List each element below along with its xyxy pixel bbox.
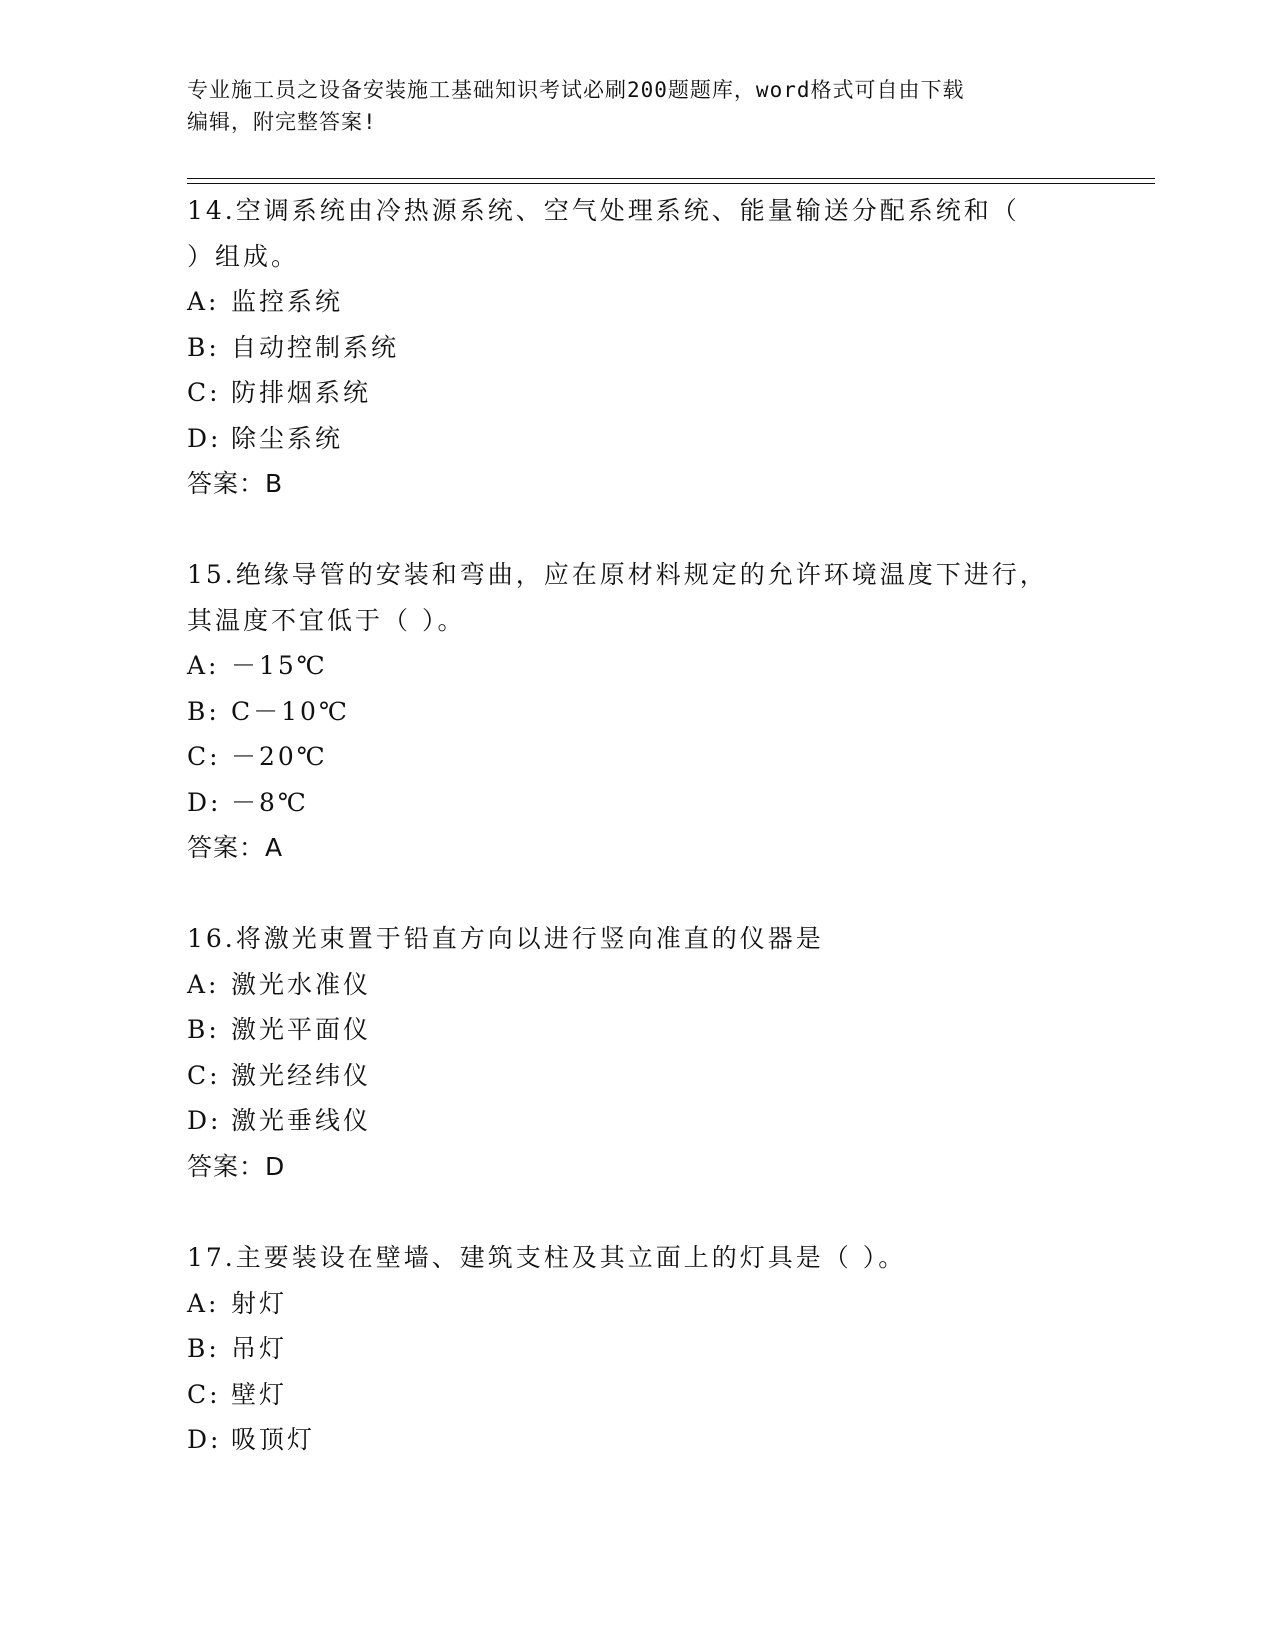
question-17: [187, 1235, 1067, 1463]
header-line-1: 专业施工员之设备安装施工基础知识考试必刷200题题库，word格式可自由下载: [187, 78, 965, 102]
option-letter: D:: [187, 1106, 222, 1135]
question-stem: 16.将激光束置于铅直方向以进行竖向准直的仪器是: [187, 924, 824, 953]
option-b: [187, 325, 1067, 371]
option-text: 防排烟系统: [231, 378, 372, 407]
document-header: [187, 74, 1067, 138]
option-c: [187, 734, 1067, 780]
option-text: 自动控制系统: [231, 332, 400, 362]
option-d: [187, 780, 1067, 826]
option-b: [187, 1007, 1067, 1053]
option-letter: C:: [187, 1379, 221, 1409]
option-letter: D:: [187, 423, 222, 453]
header-divider-bottom: [187, 183, 1155, 184]
option-text: 激光平面仪: [231, 1015, 372, 1044]
question-14: [187, 188, 1067, 507]
option-letter: D:: [187, 1425, 222, 1454]
question-stem-continued: 其温度不宜低于（ ）。: [187, 605, 466, 635]
option-d: [187, 1417, 1067, 1463]
option-letter: C:: [187, 742, 221, 771]
option-text: －8℃: [231, 787, 309, 817]
option-d: [187, 1098, 1067, 1144]
option-a: [187, 1281, 1067, 1327]
option-text: 吸顶灯: [231, 1425, 316, 1454]
option-letter: A:: [187, 969, 220, 999]
question-15: [187, 552, 1067, 871]
option-a: [187, 962, 1067, 1008]
question-16: [187, 916, 1067, 1189]
option-d: [187, 416, 1067, 462]
option-letter: A:: [187, 287, 220, 316]
option-a: [187, 279, 1067, 325]
question-stem: 17.主要装设在壁墙、建筑支柱及其立面上的灯具是（ ）。: [187, 1243, 907, 1272]
option-a: [187, 643, 1067, 689]
option-c: [187, 370, 1067, 416]
answer-line: 答案：B: [187, 469, 284, 498]
option-b: [187, 1326, 1067, 1372]
option-text: 壁灯: [231, 1379, 288, 1409]
option-letter: C:: [187, 1060, 221, 1090]
option-c: [187, 1372, 1067, 1418]
option-letter: C:: [187, 378, 221, 407]
answer-line: 答案：A: [187, 833, 284, 862]
header-line-2: 编辑，附完整答案!: [187, 110, 377, 134]
question-stem: 15.绝缘导管的安装和弯曲，应在原材料规定的允许环境温度下进行，: [187, 560, 1048, 589]
option-letter: B:: [187, 1015, 220, 1044]
header-divider-top: [187, 178, 1155, 179]
option-letter: A:: [187, 651, 220, 680]
option-text: 监控系统: [231, 287, 344, 316]
option-text: 激光垂线仪: [231, 1106, 372, 1135]
option-letter: B:: [187, 1334, 220, 1363]
answer-line: 答案：D: [187, 1151, 286, 1181]
option-text: 激光水准仪: [231, 969, 372, 999]
question-stem-continued: ）组成。: [187, 241, 300, 271]
option-text: 激光经纬仪: [231, 1060, 372, 1090]
option-text: C－10℃: [231, 696, 350, 726]
option-text: －15℃: [231, 651, 328, 680]
option-text: 除尘系统: [231, 423, 344, 453]
option-letter: D:: [187, 787, 222, 817]
option-b: [187, 689, 1067, 735]
option-c: [187, 1053, 1067, 1099]
option-text: 射灯: [231, 1288, 288, 1318]
option-text: －20℃: [231, 742, 328, 771]
question-stem: 14.空调系统由冷热源系统、空气处理系统、能量输送分配系统和（: [187, 196, 1020, 225]
option-letter: A:: [187, 1288, 220, 1318]
option-text: 吊灯: [231, 1334, 288, 1363]
option-letter: B:: [187, 696, 220, 726]
option-letter: B:: [187, 332, 220, 362]
